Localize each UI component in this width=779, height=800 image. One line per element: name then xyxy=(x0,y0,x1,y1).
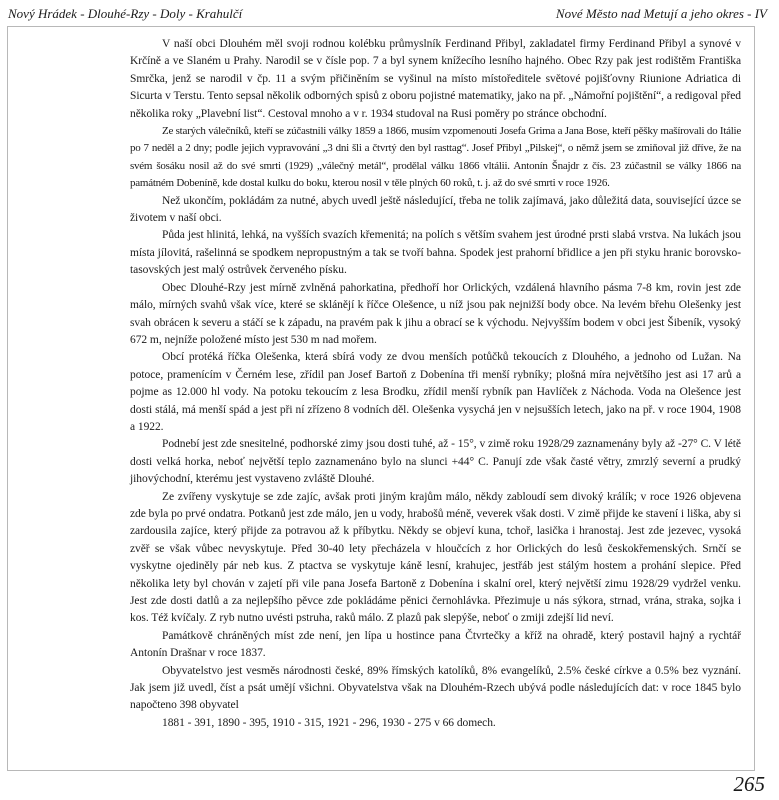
population-statistics: 1881 - 391, 1890 - 395, 1910 - 315, 1921 - 296, 1930 - 275 v 66 domech. xyxy=(162,716,496,729)
paragraph-water: Obcí protéká říčka Olešenka, která sbírá vody ze dvou menších potůčků tekoucích z Dlouhého, a jednoho od Lužan. Na potoce, pramenícím v Černém lese, zřídil pan Josef Bartoň z Dobenína tři menší rybníky; plošná míra největšího jest asi 17 arů a pojme as 12.000 hl vody. Na potoku tekoucím z lesa Brodku, zřídil menší rybník pan Havlíček z Náchoda. Voda na Olešence jest dosti stálá, má menší spád a jest při ní zřízeno 8 vodních děl. Olešenka vysychá jen v nejsušších letech, jako na př. v roce 1904, 1908 a 1922. xyxy=(130,351,741,433)
paragraph-monuments: Památkově chráněných míst zde není, jen lípa u hostince pana Čtvrtečky a kříž na ohradě, který postavil hajný a rychtář Antonín Drašnar v roce 1837. xyxy=(130,629,741,660)
page-number: 265 xyxy=(733,772,765,796)
paragraph-fauna: Ze zvířeny vyskytuje se zde zajíc, avšak proti jiným krajům málo, někdy zabloudí sem divoký králík; v roce 1926 objevena zde byla po prvé ondatra. Potkanů jest zde málo, jen u vody, hrabošů méně, veverek však dosti. V zimě přijde ke stavení i liška, aby si zardousila zajíce, který přijde za potravou až k příbytku. Někdy se objeví kuna, tchoř, lasička i hranostaj. Jest zde jezevec, vysoká zvěř se však vůbec nevyskytuje. Před 30-40 lety přecházela v hloučcích z hor Orlických do lesů českokřemenských. Srnčí se vyskytne ojediněly pár neb kus. Z ptactva se vyskytuje káně lesní, krahujec, jestřáb jest stálým hostem a prohání slepice. Před několika lety byl chován v zajetí při vile pana Josefa Bartoně z Dobenína i skalní orel, který největší zimu 1928/29 vydržel venku. Jest zde dosti datlů a za nejlepšího pěvce zde pokládáme pěnici černohlávka. Přezimuje u nás sýkora, strnad, vrána, straka, sojka i kos. Též kvíčaly. Z ryb nutno uvésti pstruha, raků málo. Z plazů pak slepýše, neboť o zmiji zdejší lid neví. xyxy=(130,490,741,625)
paragraph-terrain: Obec Dlouhé-Rzy jest mírně zvlněná pahorkatina, předhoří hor Orlických, vzdálená hlavního pásma 7-8 km, rovin jest zde málo, mírných svahů však více, které se sklánějí k říčce Olešence, u níž jsou pak nejnižší body obce. Na levém břehu Olešenky jest svah obrácen k severu a stáčí se k západu, na pravém pak k jihu a obrací se k východu. Nejvyšším bodem v obci jest Šibeník, vysoký 672 m, nejníže položené místo jest 530 m nad mořem. xyxy=(130,281,741,346)
paragraph-soil: Půda jest hlinitá, lehká, na vyšších svazích křemenitá; na polích s větším svahem jest úrodné prsti slabá vrstva. Na lukách jsou místa jílovitá, rašelinná se spodkem nepropustným a tak se tvoří bahna. Spodek jest prahorní břidlice a jen při styku hranic borovsko-tasovských jest malý ostrůvek červeného písku. xyxy=(130,229,741,277)
paragraph-veterans: Ze starých válečníků, kteří se zúčastnili války 1859 a 1866, musím vzpomenouti Josefa Grima a Jana Bose, kteří pěšky mašírovali do Itálie po 7 neděl a 2 dny; podle jejich vypravování „3 dni šli a čtvrtý den byl rasttag“. Josef Přibyl „Pilskej“, o němž jsem se zmiňoval již dříve, že na svém šosáku nosil až do své smrti (1929) „válečný metál“, prodělal válku 1866 vltálii. Antonín Šnajdr z čís. 23 zúčastnil se války 1866 na památném Dobeníně, kde dostal kulku do boku, kterou nosil v těle plných 60 roků, t. j. až do své smrti v roce 1926. xyxy=(130,125,741,190)
header-left-title: Nový Hrádek - Dlouhé-Rzy - Doly - Krahulčí xyxy=(8,6,243,21)
paragraph-population: Obyvatelstvo jest vesměs národnosti české, 89% římských katolíků, 8% evangelíků, 2.5% české církve a 0.5% bez vyznání. Jak jsem již uvedl, číst a psát umějí všichni. Obyvatelstva však na Dlouhém-Rzech ubývá podle následujících dat: v roce 1845 bylo napočteno 398 obyvatel xyxy=(130,664,741,712)
paragraph-climate: Podnebí jest zde snesitelné, podhorské zimy jsou dosti tuhé, až - 15°, v zimě roku 1928/29 zaznamenány byly až -27° C. V létě dosti velká horka, neboť největší teplo zaznamenáno bylo na slunci +44° C. Panují zde však časté větry, zmrzlý severní a prudký jihovýchodní, kterému jest vystaveno zvláště Dlouhé. xyxy=(130,438,741,486)
paragraph-intro-data: Než ukončím, pokládám za nutné, abych uvedl ještě následující, třeba ne tolik zajímavá, jako důležitá data, související úzce se životem v naší obci. xyxy=(130,194,741,225)
running-header xyxy=(8,6,767,22)
paragraph-pribyl-smrcek: V naší obci Dlouhém měl svoji rodnou kolébku průmyslník Ferdinand Přibyl, zakladatel firmy Ferdinand Přibyl a synové v Krčíně a ve Slaném u Prahy. Narodil se v čísle pop. 7 a byl synem knížecího lesního hajného. Obec Rzy pak jest rodištěm Františka Smrčka, jenž se narodil v čp. 11 a svým přičiněním se vyšinul na místo místoředitele světové pojišťovny Riunione Adriatica di Sicurta v Terstu. Tento sepsal několik odborných spisů z oboru pojistné matematiky, jako na př. „Námořní pojištění“, a redigoval před několika roky „Plavební list“. Cestoval mnoho a v r. 1934 studoval na Rusi poměry po stránce obchodní. xyxy=(130,38,741,120)
header-right-title: Nové Město nad Metují a jeho okres - IV xyxy=(555,6,767,21)
body-text xyxy=(130,36,741,732)
